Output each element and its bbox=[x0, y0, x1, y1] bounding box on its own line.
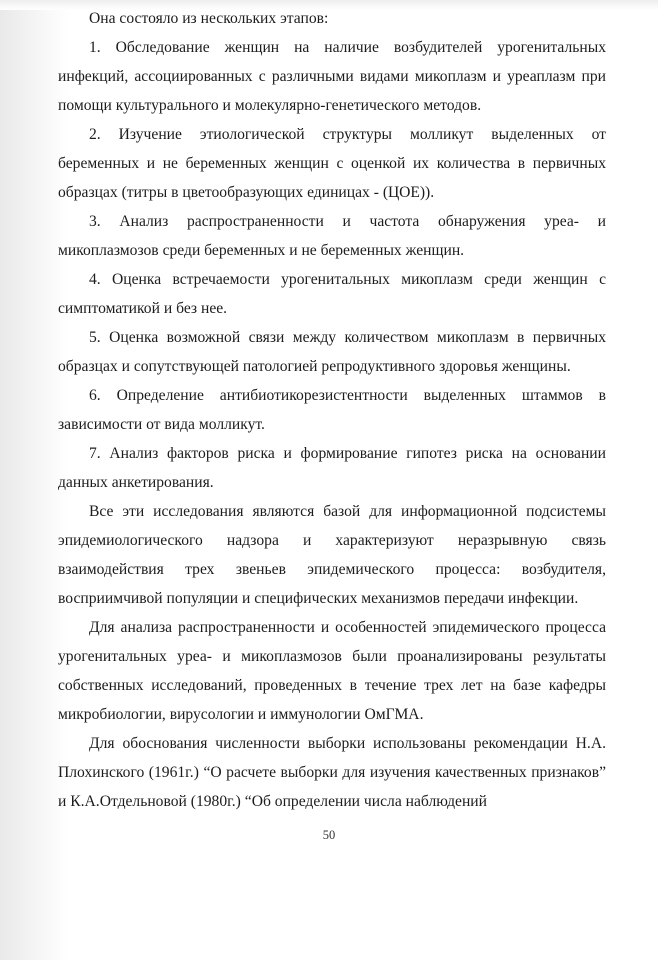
paragraph-intro: Она состояло из нескольких этапов: bbox=[89, 10, 329, 27]
paragraph-stage-7: 7. Анализ факторов риска и формирование гипотез риска на основании данных анкетирования. bbox=[58, 445, 606, 491]
document-page bbox=[58, 4, 606, 816]
paragraph-stage-6: 6. Определение антибиотикорезистентности выделенных штаммов в зависимости от вида молликут. bbox=[58, 387, 606, 433]
paragraph-stage-5: 5. Оценка возможной связи между количеством микоплазм в первичных образцах и сопутствующей патологией репродуктивного здоровья женщины. bbox=[58, 329, 606, 375]
paragraph-stage-4: 4. Оценка встречаемости урогенитальных микоплазм среди женщин с симптоматикой и без нее. bbox=[58, 271, 606, 317]
paragraph-research-basis: Все эти исследования являются базой для информационной подсистемы эпидемиологического надзора и характеризуют неразрывную связь взаимодействия трех звеньев эпидемического процесса: возбудителя, восприимчивой популяции и специфических механизмов передачи инфекции. bbox=[58, 503, 606, 607]
paragraph-analysis: Для анализа распространенности и особенностей эпидемического процесса урогенитальных уреа- и микоплазмозов были проанализированы результаты собственных исследований, проведенных в течение трех лет на базе кафедры микробиологии, вирусологии и иммунологии ОмГМА. bbox=[58, 619, 606, 723]
paragraph-stage-2: 2. Изучение этиологической структуры молликут выделенных от беременных и не беременных женщин с оценкой их количества в первичных образцах (титры в цветообразующих единицах - (ЦОЕ)). bbox=[58, 126, 606, 201]
paragraph-stage-3: 3. Анализ распространенности и частота обнаружения уреа- и микоплазмозов среди беременных и не беременных женщин. bbox=[58, 213, 606, 259]
page-number: 50 bbox=[322, 828, 336, 842]
paragraph-stage-1: 1. Обследование женщин на наличие возбудителей урогенитальных инфекций, ассоциированных с различными видами микоплазм и уреаплазм при помощи культурального и молекулярно-генетического методов. bbox=[58, 39, 606, 114]
paragraph-sample-size: Для обоснования численности выборки использованы рекомендации Н.А. Плохинского (1961г.) “О расчете выборки для изучения качественных признаков” и К.А.Отдельновой (1980г.) “Об определении числа наблюдений bbox=[58, 735, 606, 810]
